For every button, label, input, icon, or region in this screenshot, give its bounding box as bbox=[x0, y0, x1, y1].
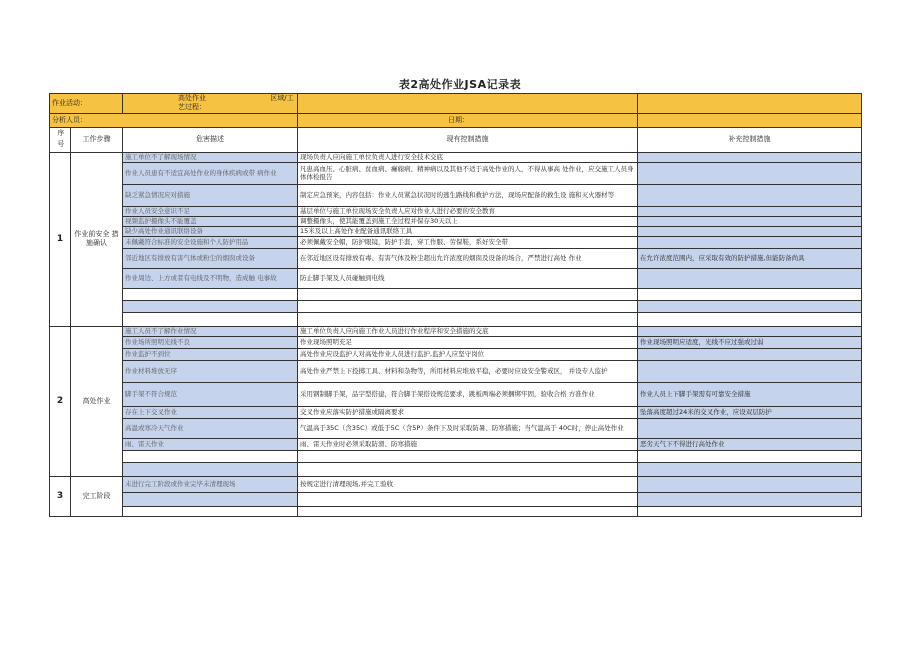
table-row bbox=[50, 506, 862, 516]
activity-label: 作业活动： bbox=[50, 94, 123, 114]
extra-cell bbox=[638, 268, 862, 288]
extra-cell bbox=[638, 326, 862, 336]
hazard-cell bbox=[123, 462, 298, 476]
col-control: 现有控制措施 bbox=[298, 127, 638, 152]
extra-cell bbox=[638, 216, 862, 226]
control-cell: 按规定进行清理现场,并完工验收 bbox=[298, 476, 638, 492]
control-cell bbox=[298, 288, 638, 300]
control-cell: 采用钢制脚手架，品字型搭建，符合脚手架搭设规范要求，跳板两端必须捆绑牢固，验收合格 方准作业 bbox=[298, 382, 638, 406]
hazard-cell: 高温或寒冷天气作业 bbox=[123, 418, 298, 438]
step-number: 1 bbox=[50, 152, 71, 326]
extra-cell bbox=[638, 348, 862, 360]
area-value bbox=[298, 94, 638, 114]
control-cell: 气温高于35C（含35C）或低于5C（含5P）条件下及时采取防暑、防寒措施；当气温高于 40C时，停止高处作业 bbox=[298, 418, 638, 438]
hazard-cell: 施工人员不了解作业情况 bbox=[123, 326, 298, 336]
control-cell: 现场负责人应向施工单位负责人进行安全技术交底 bbox=[298, 152, 638, 162]
work-step: 完工阶段 bbox=[71, 476, 123, 516]
table-row bbox=[50, 406, 862, 418]
table-row bbox=[50, 326, 862, 336]
control-cell: 高处作业应设监护人对高处作业人员进行监护,监护人应坚守岗位 bbox=[298, 348, 638, 360]
hazard-cell bbox=[123, 300, 298, 312]
table-row bbox=[50, 476, 862, 492]
control-cell: 制定应急预案，内容包括：作业人员紧急状况时的逃生路线和救护方法，现场应配备的救生设 施和灭火器材等 bbox=[298, 184, 638, 206]
header-blank bbox=[638, 94, 862, 114]
hazard-cell: 存在上下交叉作业 bbox=[123, 406, 298, 418]
control-cell: 雨、雷天作业时必须采取防滑、防寒措施 bbox=[298, 438, 638, 450]
control-cell: 高处作业严禁上下投掷工具、材料和杂物等，所用材料应堆放平稳，必要时应设安全警戒区， 并设专人监护 bbox=[298, 360, 638, 382]
extra-cell: 坠落高度超过24米的交叉作业，应设双层防护 bbox=[638, 406, 862, 418]
jsa-table bbox=[49, 93, 862, 517]
extra-cell bbox=[638, 206, 862, 216]
hazard-cell bbox=[123, 450, 298, 462]
extra-cell: 作业现场照明应适度，光线不应过强或过弱 bbox=[638, 336, 862, 348]
control-cell: 在邻近地区设有排放有毒、有害气体及粉尘超出允许浓度的烟囱及设备的场合，严禁进行高处 作业 bbox=[298, 248, 638, 268]
control-cell: 交叉作业应落实防护措施或隔离要求 bbox=[298, 406, 638, 418]
step-number: 3 bbox=[50, 476, 71, 516]
control-cell bbox=[298, 450, 638, 462]
table-row bbox=[50, 336, 862, 348]
control-cell: 15米及以上高处作业配备通讯联络工具 bbox=[298, 226, 638, 236]
table-row bbox=[50, 348, 862, 360]
extra-cell bbox=[638, 226, 862, 236]
date-label: 日期： bbox=[298, 113, 638, 127]
col-step: 工作步骤 bbox=[71, 127, 123, 152]
table-row bbox=[50, 162, 862, 184]
table-row bbox=[50, 152, 862, 162]
hazard-cell: 作业场所照明光线不良 bbox=[123, 336, 298, 348]
extra-cell bbox=[638, 152, 862, 162]
control-cell bbox=[298, 312, 638, 326]
hazard-cell: 作业监护不到位 bbox=[123, 348, 298, 360]
table-row bbox=[50, 360, 862, 382]
control-cell: 防止脚手架及人员碰触到电线 bbox=[298, 268, 638, 288]
table-row bbox=[50, 382, 862, 406]
table-row bbox=[50, 288, 862, 300]
hazard-cell bbox=[123, 312, 298, 326]
work-step: 高处作业 bbox=[71, 326, 123, 476]
table-row bbox=[50, 206, 862, 216]
header-row-analyst bbox=[50, 113, 862, 127]
column-header-row bbox=[50, 127, 862, 152]
control-cell bbox=[298, 462, 638, 476]
table-row bbox=[50, 418, 862, 438]
step-number: 2 bbox=[50, 326, 71, 476]
table-row bbox=[50, 216, 862, 226]
table-row bbox=[50, 450, 862, 462]
hazard-cell: 视频监护摄像头不能覆盖 bbox=[123, 216, 298, 226]
control-cell bbox=[298, 506, 638, 516]
control-cell: 调整摄像头，使其能覆盖到施工全过程并保存30天以上 bbox=[298, 216, 638, 226]
header-row-activity bbox=[50, 94, 862, 114]
hazard-cell: 雨、雷天作业 bbox=[123, 438, 298, 450]
table-row bbox=[50, 226, 862, 236]
hazard-cell: 作业人员安全意识不足 bbox=[123, 206, 298, 216]
control-cell: 基层单位与施工单位现场安全负责人应对作业人进行必要的安全教育 bbox=[298, 206, 638, 216]
extra-cell bbox=[638, 300, 862, 312]
date-value bbox=[638, 113, 862, 127]
hazard-cell: 作业周边、上方或者有电线及不明物，造成触 电事故 bbox=[123, 268, 298, 288]
hazard-cell: 施工单位不了解现场情况 bbox=[123, 152, 298, 162]
hazard-cell: 作业材料堆放无序 bbox=[123, 360, 298, 382]
control-cell bbox=[298, 300, 638, 312]
table-row bbox=[50, 462, 862, 476]
jsa-body bbox=[50, 152, 862, 516]
hazard-cell bbox=[123, 506, 298, 516]
extra-cell bbox=[638, 450, 862, 462]
hazard-cell: 邻近地区有排放有害气体或粉尘的烟囱或设备 bbox=[123, 248, 298, 268]
extra-cell bbox=[638, 476, 862, 492]
extra-cell bbox=[638, 184, 862, 206]
table-row bbox=[50, 236, 862, 248]
table-row bbox=[50, 438, 862, 450]
hazard-cell: 脚手架不符合规范 bbox=[123, 382, 298, 406]
hazard-cell: 缺少高处作业通讯联络设备 bbox=[123, 226, 298, 236]
extra-cell bbox=[638, 162, 862, 184]
table-row bbox=[50, 300, 862, 312]
col-seq: 序号 bbox=[50, 127, 71, 152]
control-cell: 作业现场照明充足 bbox=[298, 336, 638, 348]
area-label: 区域/工艺过程： bbox=[178, 94, 294, 112]
hazard-cell bbox=[123, 492, 298, 506]
page-title: 表2高处作业JSA记录表 bbox=[398, 78, 522, 91]
hazard-cell: 缺乏紧急情况应对措施 bbox=[123, 184, 298, 206]
col-hazard: 危害描述 bbox=[123, 127, 298, 152]
extra-cell bbox=[638, 462, 862, 476]
extra-cell bbox=[638, 506, 862, 516]
table-row bbox=[50, 312, 862, 326]
activity-value: 高处作业 区域/工艺过程： bbox=[123, 94, 298, 114]
work-step: 作业前安全 措施确认 bbox=[71, 152, 123, 326]
hazard-cell: 未佩戴符合标准的安全设施和个人防护用品 bbox=[123, 236, 298, 248]
extra-cell bbox=[638, 360, 862, 382]
table-row bbox=[50, 492, 862, 506]
table-row bbox=[50, 268, 862, 288]
hazard-cell bbox=[123, 288, 298, 300]
extra-cell: 在允许浓度范围内，应采取有效的防护措施,但能防备尚具 bbox=[638, 248, 862, 268]
extra-cell bbox=[638, 492, 862, 506]
control-cell: 必须佩戴安全帽，防护眼镜，防护手套，穿工作服、劳保鞋，系好安全带 bbox=[298, 236, 638, 248]
analyst-label: 分析人员： bbox=[50, 113, 298, 127]
table-row bbox=[50, 248, 862, 268]
extra-cell: 恶劣天气下不得进行高处作业 bbox=[638, 438, 862, 450]
extra-cell: 作业人员上下脚手架需有可靠安全措施 bbox=[638, 382, 862, 406]
extra-cell bbox=[638, 312, 862, 326]
extra-cell bbox=[638, 236, 862, 248]
control-cell: 施工单位负责人应向施工作业人员进行作业程序和安全措施的交底 bbox=[298, 326, 638, 336]
extra-cell bbox=[638, 288, 862, 300]
hazard-cell: 未进行完工阶段或作业完毕未清理现场 bbox=[123, 476, 298, 492]
control-cell bbox=[298, 492, 638, 506]
col-extra: 补充控制措施 bbox=[638, 127, 862, 152]
control-cell: 凡患高血压、心脏病、贫血病、癫痫病、精神病以及其他不适于高处作业的人，不得从事高 处作业，应交施工人员身体体检报告 bbox=[298, 162, 638, 184]
table-row bbox=[50, 184, 862, 206]
hazard-cell: 作业人员患有不适宜高处作业的身体疾病或带 病作业 bbox=[123, 162, 298, 184]
extra-cell bbox=[638, 418, 862, 438]
